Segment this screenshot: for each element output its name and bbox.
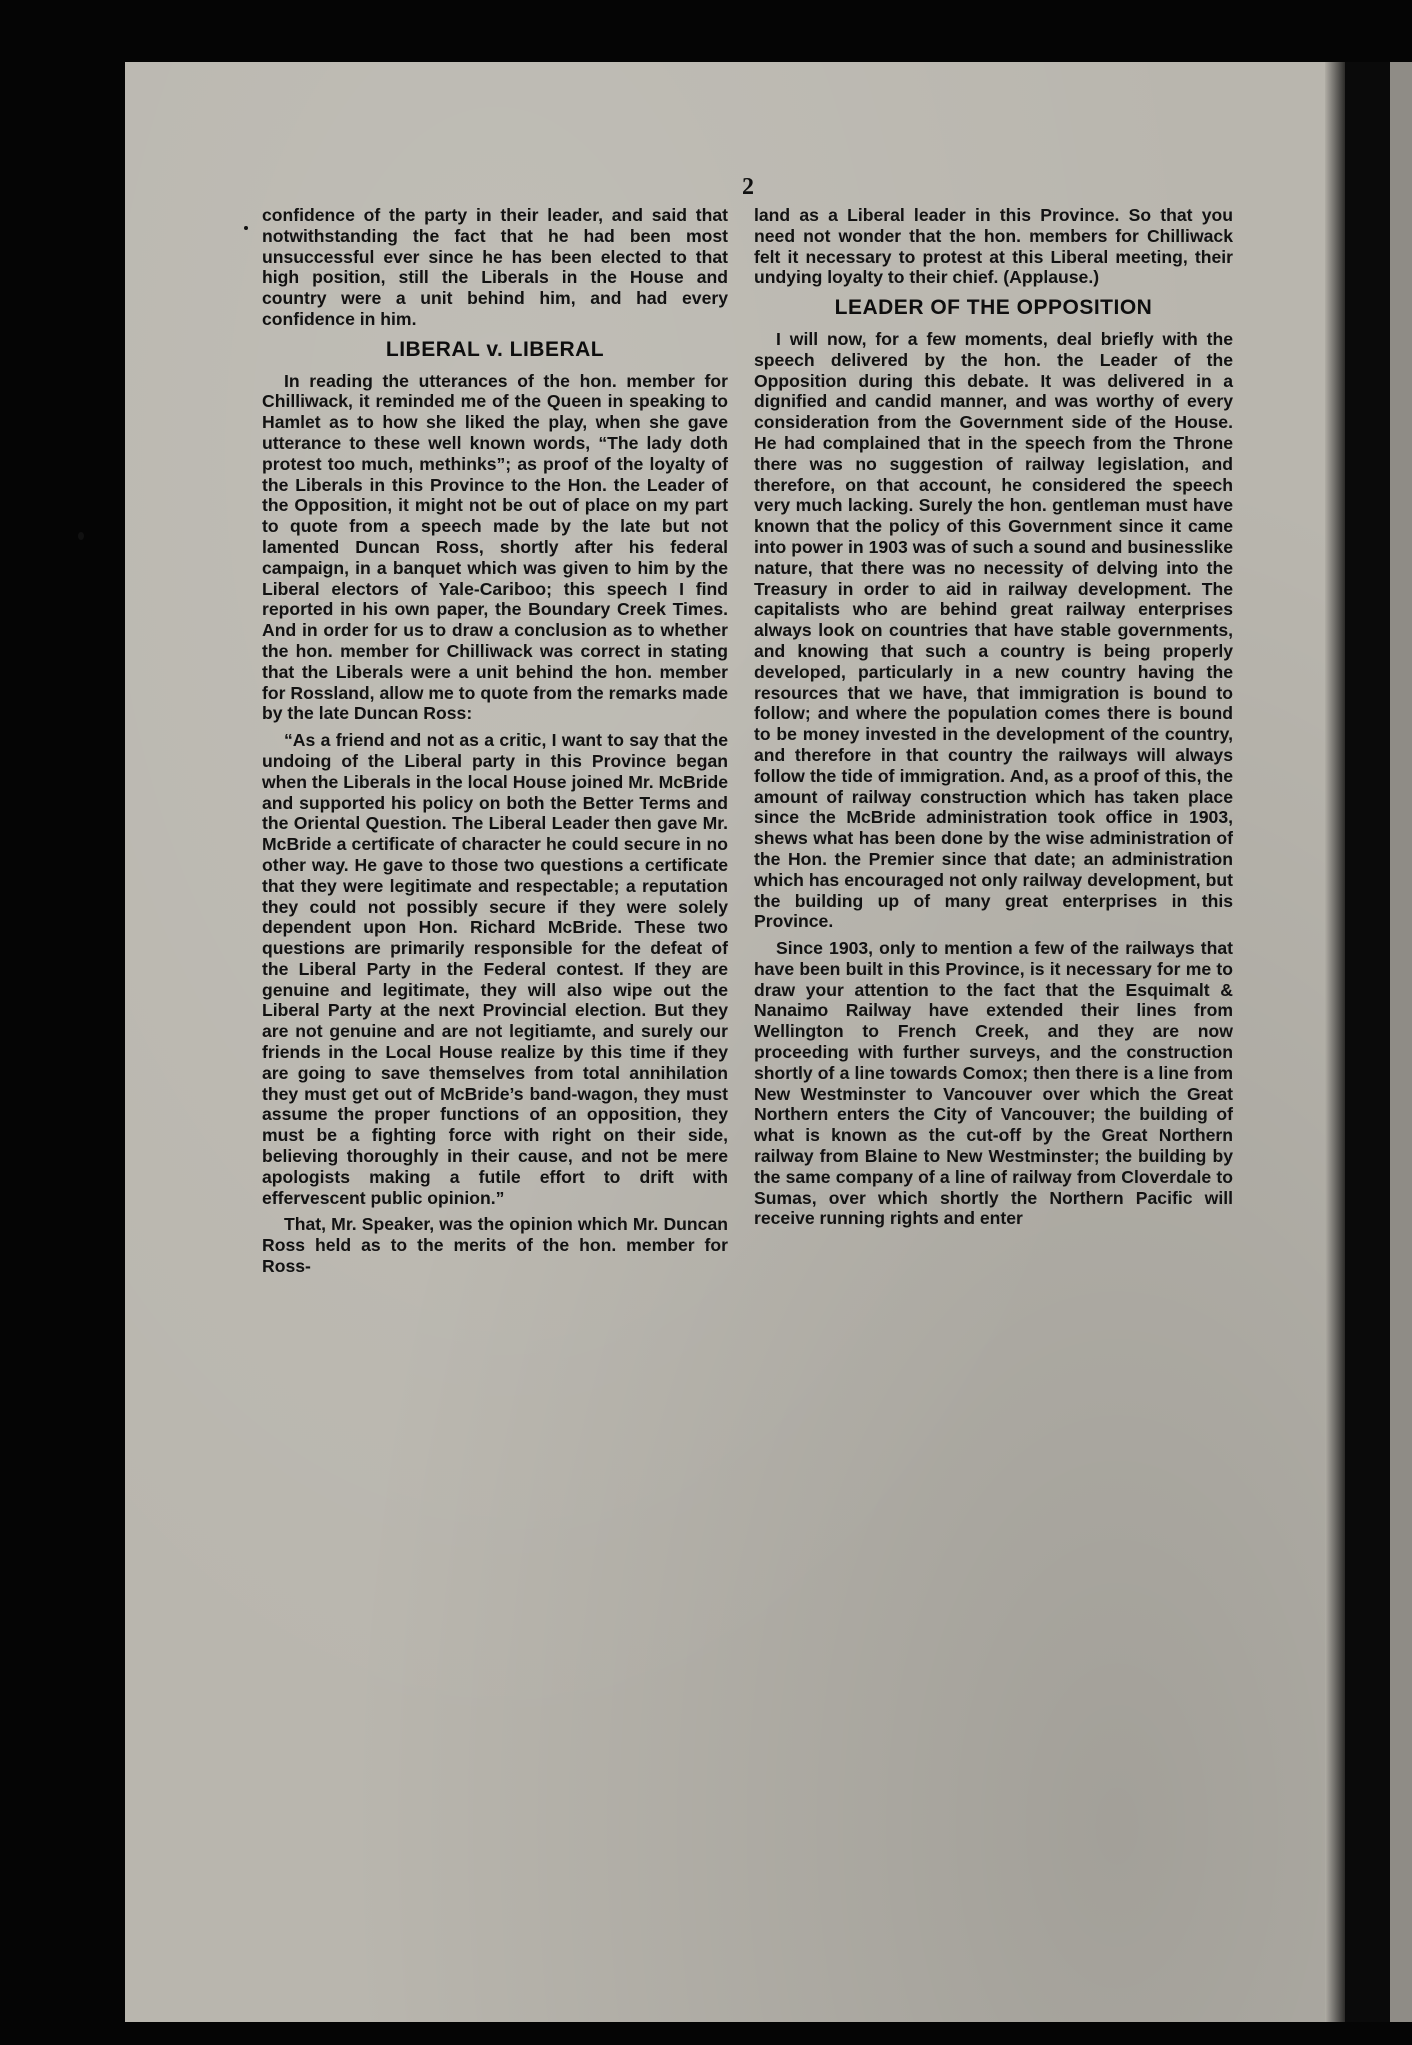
section-heading-leader-of-the-opposition: LEADER OF THE OPPOSITION <box>834 296 1153 320</box>
page-number: 2 <box>742 174 754 200</box>
right-column <box>754 205 1233 1235</box>
left-paragraph-3: That, Mr. Speaker, was the opinion which Mr. Duncan Ross held as to the merits of the hon. member for Ross- <box>262 1214 728 1277</box>
ross-quote: “As a friend and not as a critic, I want to say that the undoing of the Liberal party in this Province began when the Liberals in the local House joined Mr. McBride and supported his policy on both the Better Terms and the Oriental Question. The Liberal Leader then gave Mr. McBride a certificate of character he could secure in no other way. He gave to those two questions a certificate that they were legitimate and respectable; a reputation they could not possibly secure if they were solely dependent upon Hon. Richard McBride. These two questions are primarily responsible for the defeat of the Liberal Party in the Federal contest. If they are genuine and legitimate, they will also wipe out the Liberal Party at the next Provincial election. But they are not genuine and are not legitiamte, and surely our friends in the Local House realize by this time if they are going to save themselves from total annihilation they must get out of McBride’s band-wagon, they must assume the proper functions of an opposition, they must be a fighting force with right on their side, believing thoroughly in their cause, and not be mere apologists making a futile effort to drift with effervescent public opinion.” <box>262 730 728 1208</box>
left-column <box>262 205 728 1283</box>
right-paragraph-2: I will now, for a few moments, deal briefly with the speech delivered by the hon. the Leader of the Opposition during this debate. It was delivered in a dignified and candid manner, and was worthy of every consideration from the Government side of the House. He had complained that in the speech from the Throne there was no suggestion of railway legislation, and therefore, on that account, he considered the speech very much lacking. Surely the hon. gentleman must have known that the policy of this Government since it came into power in 1903 was of such a sound and businesslike nature, that there was no necessity of delving into the Treasury in order to aid in railway development. The capitalists who are behind great railway enterprises always look on countries that have stable governments, and knowing that such a country is being properly developed, particularly in a new country having the resources that we have, that immigration is bound to follow; and where the population comes there is bound to be money invested in the development of the country, and therefore in that country the railways will always follow the tide of immigration. And, as a proof of this, the amount of railway construction which has taken place since the McBride administration took office in 1903, shews what has been done by the wise administration of the Hon. the Premier since that date; an administration which has encouraged not only railway development, but the building up of many great enterprises in this Province. <box>754 328 1233 932</box>
left-paragraph-1: confidence of the party in their leader, and said that notwithstanding the fact that he had been most unsuccessful ever since he has been elected to that high position, still the Liberals in the House and country were a unit behind him, and had every confidence in him. <box>262 205 728 329</box>
scan-speck <box>244 226 248 230</box>
right-paragraph-1: land as a Liberal leader in this Province. So that you need not wonder that the hon. members for Chilliwack felt it necessary to protest at this Liberal meeting, their undying loyalty to their chief. (Applause.) <box>754 205 1233 288</box>
page-fold-shadow <box>1325 62 1345 2022</box>
section-heading-liberal-v-liberal: LIBERAL v. LIBERAL <box>385 337 605 361</box>
scan-speck <box>78 532 84 540</box>
next-page-edge <box>1390 62 1412 2022</box>
left-paragraph-2: In reading the utterances of the hon. member for Chilliwack, it reminded me of the Queen in speaking to Hamlet as to how she liked the play, when she gave utterance to these well known words, “The lady doth protest too much, methinks”; as proof of the loyalty of the Liberals in this Province to the Hon. the Leader of the Opposition, it might not be out of place on my part to quote from a speech made by the late but not lamented Duncan Ross, shortly after his federal campaign, in a banquet which was given to him by the Liberal electors of Yale-Cariboo; this speech I find reported in his own paper, the Boundary Creek Times. And in order for us to draw a conclusion as to whether the hon. member for Chilliwack was correct in stating that the Liberals were a unit behind the hon. member for Rossland, allow me to quote from the remarks made by the late Duncan Ross: <box>262 370 728 724</box>
right-paragraph-3: Since 1903, only to mention a few of the railways that have been built in this Province, is it necessary for me to draw your attention to the fact that the Esquimalt & Nanaimo Railway have extended their lines from Wellington to French Creek, and they are now proceeding with further surveys, and the construction shortly of a line towards Comox; then there is a line from New Westminster to Vancouver over which the Great Northern enters the City of Vancouver; the building of what is known as the cut-off by the Great Northern railway from Blaine to New Westminster; the building by the same company of a line of railway from Cloverdale to Sumas, over which shortly the Northern Pacific will receive running rights and enter <box>754 938 1233 1229</box>
